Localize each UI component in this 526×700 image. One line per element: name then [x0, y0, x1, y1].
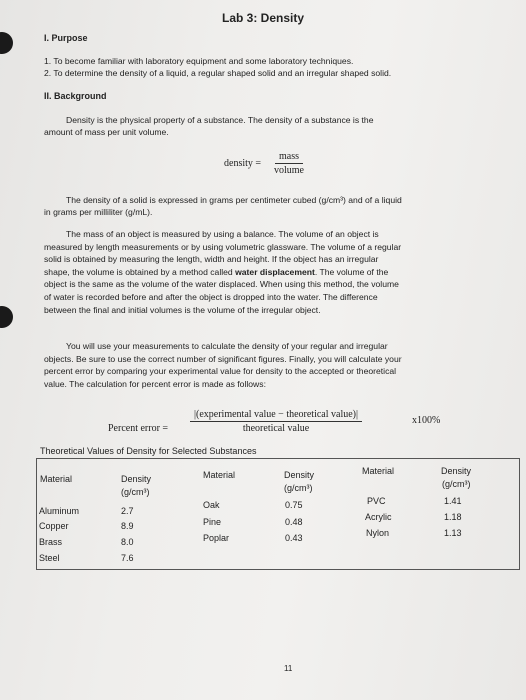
- table-cell: Steel: [39, 553, 60, 563]
- table-cell: Brass: [39, 537, 63, 547]
- table-cell: 2.7: [121, 506, 134, 516]
- paragraph-line: shape, the volume is obtained by a method called water displacement. The volume of the: [44, 266, 389, 277]
- table-cell: 1.13: [444, 528, 462, 538]
- column-header: Density: [441, 466, 472, 476]
- binder-hole: [0, 32, 13, 54]
- background-heading: II. Background: [44, 91, 107, 101]
- column-header: Density: [284, 470, 315, 480]
- paragraph-line: value. The calculation for percent error is made as follows:: [44, 378, 266, 389]
- table-cell: Aluminum: [39, 506, 80, 516]
- purpose-heading: I. Purpose: [44, 33, 88, 43]
- paragraph-line: You will use your measurements to calculate the density of your regular and irregular: [66, 341, 388, 351]
- paragraph-line: percent error by comparing your experimental value for density to the accepted or theoretical: [44, 366, 397, 377]
- table-cell: PVC: [367, 496, 386, 506]
- percent-error-paragraph: [44, 340, 504, 390]
- paragraph-line: between the final and initial volumes is the volume of the irregular object.: [44, 304, 321, 315]
- water-displacement-paragraph: [44, 228, 494, 316]
- table-cell: Pine: [203, 517, 222, 527]
- table-cell: 8.9: [121, 521, 134, 531]
- purpose-item: 1. To become familiar with laboratory equipment and some laboratory techniques.: [44, 56, 354, 66]
- table-cell: 0.43: [285, 533, 303, 543]
- column-header: Density: [121, 474, 152, 484]
- formula-lhs: density =: [224, 158, 262, 169]
- column-header: (g/cm³): [284, 483, 313, 493]
- column-header: (g/cm³): [442, 479, 471, 489]
- column-header: Material: [203, 470, 236, 480]
- paragraph-line: solid is obtained by measuring the length, width and height. If the object has an irregular: [44, 254, 379, 265]
- paragraph-line: The density of a solid is expressed in grams per centimeter cubed (g/cm³) and of a liquid: [66, 195, 402, 205]
- paragraph-line: of water is recorded before and after the object is dropped into the water. The difference: [44, 291, 378, 302]
- fraction-numerator: |(experimental value − theoretical value)|: [190, 409, 362, 422]
- table-cell: Poplar: [203, 533, 230, 543]
- column-header: (g/cm³): [121, 487, 150, 497]
- density-fraction: [270, 151, 308, 176]
- table-cell: Copper: [39, 521, 69, 531]
- paragraph-line: Density is the physical property of a substance. The density of a substance is the: [66, 115, 374, 125]
- paragraph-line: object is the same as the volume of the water displaced. When using this method, the volume: [44, 279, 399, 290]
- paragraph-line: The mass of an object is measured by using a balance. The volume of an object is: [66, 229, 379, 239]
- binder-hole: [0, 306, 13, 328]
- page-title: Lab 3: Density: [222, 11, 305, 25]
- column-header: Material: [40, 474, 73, 484]
- table-caption: Theoretical Values of Density for Selected Substances: [40, 446, 257, 456]
- table-cell: 1.41: [444, 496, 462, 506]
- formula-factor: x100%: [412, 415, 441, 426]
- percent-error-fraction: [190, 409, 362, 434]
- paragraph-line: in grams per milliliter (g/mL).: [44, 207, 153, 217]
- purpose-item: 2. To determine the density of a liquid, a regular shaped solid and an irregular shaped solid.: [44, 68, 392, 78]
- fraction-denominator: volume: [274, 165, 304, 176]
- column-header: Material: [362, 466, 395, 476]
- paragraph-line: amount of mass per unit volume.: [44, 127, 169, 137]
- table-cell: 8.0: [121, 537, 134, 547]
- paragraph-line: objects. Be sure to use the correct number of significant figures. Finally, you will calculate your: [44, 353, 402, 364]
- fraction-denominator: theoretical value: [242, 423, 310, 434]
- fraction-numerator: mass: [275, 151, 303, 164]
- table-cell: 0.48: [285, 517, 303, 527]
- table-cell: 0.75: [285, 500, 303, 510]
- table-cell: Oak: [203, 500, 220, 510]
- formula-lhs: Percent error =: [108, 423, 169, 434]
- table-cell: Acrylic: [365, 512, 392, 522]
- page-number: 11: [284, 664, 293, 673]
- table-cell: 1.18: [444, 512, 462, 522]
- paragraph-line: measured by length measurements or by using volumetric glassware. The volume of a regular: [44, 241, 402, 252]
- table-cell: Nylon: [366, 528, 390, 538]
- table-cell: 7.6: [121, 553, 134, 563]
- bold-term: water displacement: [235, 266, 315, 277]
